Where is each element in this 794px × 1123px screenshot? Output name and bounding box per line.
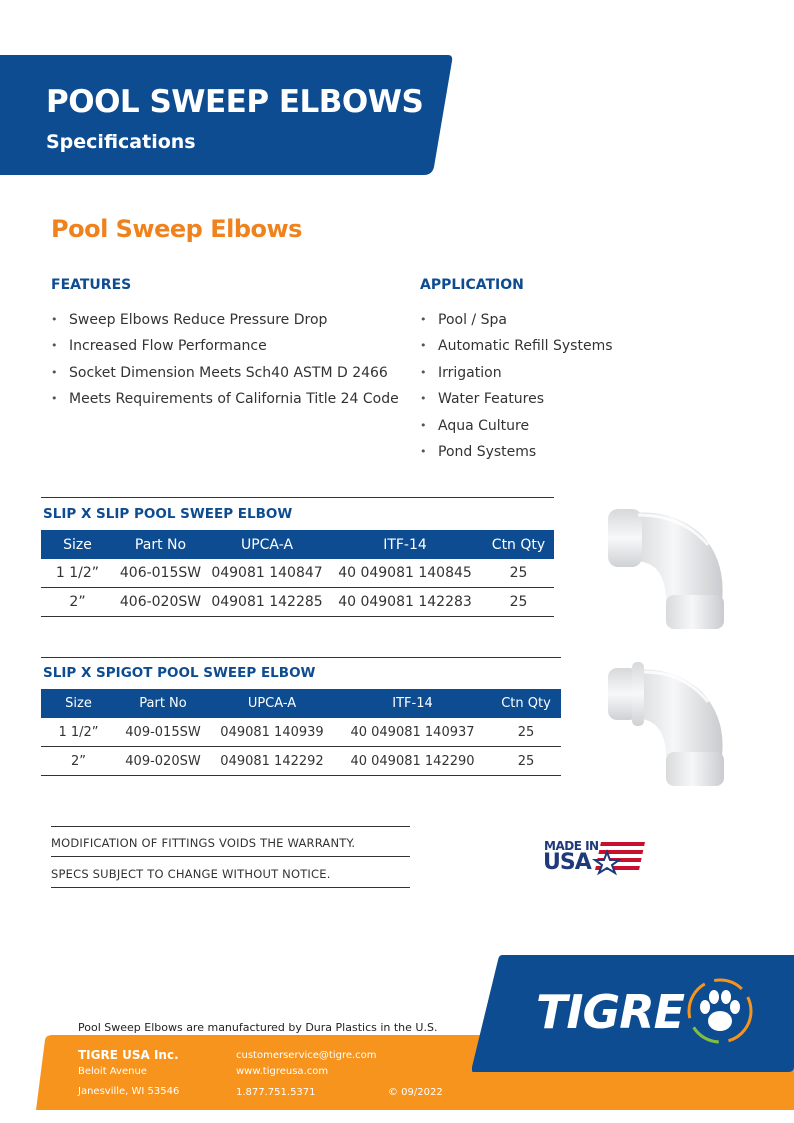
footer-website-link[interactable]: www.tigreusa.com bbox=[236, 1066, 329, 1077]
manufacturer-note: Pool Sweep Elbows are manufactured by Dura Plastics in the U.S. bbox=[78, 1021, 438, 1034]
list-item: • Meets Requirements of California Title 24 Code bbox=[51, 389, 399, 415]
table-cell: 406-020SW bbox=[114, 588, 207, 617]
features-heading: FEATURES bbox=[51, 277, 132, 293]
table-row bbox=[41, 747, 561, 776]
list-item: • Increased Flow Performance bbox=[51, 336, 399, 362]
slip-elbow-image bbox=[604, 505, 729, 637]
spigot-elbow-image bbox=[604, 660, 729, 794]
footer-address2: Janesville, WI 53546 bbox=[78, 1086, 180, 1097]
table-cell: 049081 140939 bbox=[210, 718, 334, 747]
footer-email-link[interactable]: customerservice@tigre.com bbox=[236, 1050, 377, 1061]
list-item: • Socket Dimension Meets Sch40 ASTM D 2466 bbox=[51, 363, 399, 389]
features-list bbox=[51, 310, 399, 416]
warranty-notice: MODIFICATION OF FITTINGS VOIDS THE WARRANTY. bbox=[51, 836, 356, 850]
made-in-text: MADE IN bbox=[544, 839, 599, 853]
tigre-logo-panel bbox=[472, 955, 794, 1072]
column-header: UPCA-A bbox=[207, 530, 327, 559]
table2 bbox=[41, 689, 561, 776]
table-cell: 2” bbox=[41, 747, 116, 776]
section-divider bbox=[41, 657, 561, 658]
table-row bbox=[41, 559, 554, 588]
table-header-row bbox=[41, 530, 554, 559]
footer-company: TIGRE USA Inc. bbox=[78, 1048, 179, 1062]
column-header: Size bbox=[41, 530, 114, 559]
list-item: • Pool / Spa bbox=[420, 310, 613, 336]
list-item: • Pond Systems bbox=[420, 442, 613, 468]
list-item: • Water Features bbox=[420, 389, 613, 415]
table-cell: 406-015SW bbox=[114, 559, 207, 588]
footer-address1: Beloit Avenue bbox=[78, 1066, 147, 1077]
product-title: Pool Sweep Elbows bbox=[51, 215, 302, 243]
table-cell: 049081 140847 bbox=[207, 559, 327, 588]
notice-divider bbox=[51, 826, 410, 827]
table-cell: 40 049081 140937 bbox=[334, 718, 491, 747]
footer-phone: 1.877.751.5371 bbox=[236, 1087, 316, 1098]
page-subtitle: Specifications bbox=[46, 131, 196, 153]
table-cell: 1 1/2” bbox=[41, 718, 116, 747]
column-header: UPCA-A bbox=[210, 689, 334, 718]
tigre-logo-text: TIGRE bbox=[536, 985, 685, 1039]
column-header: ITF-14 bbox=[327, 530, 483, 559]
table2-title: SLIP X SPIGOT POOL SWEEP ELBOW bbox=[43, 665, 316, 681]
application-list bbox=[420, 310, 613, 468]
table-cell: 25 bbox=[491, 718, 561, 747]
column-header: ITF-14 bbox=[334, 689, 491, 718]
table-cell: 409-020SW bbox=[116, 747, 210, 776]
usa-text: USA bbox=[543, 850, 591, 875]
table-cell: 25 bbox=[483, 588, 554, 617]
table1 bbox=[41, 530, 554, 617]
application-heading: APPLICATION bbox=[420, 277, 524, 293]
list-item: • Irrigation bbox=[420, 363, 613, 389]
specs-notice: SPECS SUBJECT TO CHANGE WITHOUT NOTICE. bbox=[51, 867, 331, 881]
table-row bbox=[41, 718, 561, 747]
table-cell: 049081 142292 bbox=[210, 747, 334, 776]
table-cell: 25 bbox=[491, 747, 561, 776]
footer-date: © 09/2022 bbox=[388, 1087, 443, 1098]
column-header: Part No bbox=[114, 530, 207, 559]
column-header: Ctn Qty bbox=[491, 689, 561, 718]
table-cell: 40 049081 140845 bbox=[327, 559, 483, 588]
list-item: • Sweep Elbows Reduce Pressure Drop bbox=[51, 310, 399, 336]
table1-title: SLIP X SLIP POOL SWEEP ELBOW bbox=[43, 506, 293, 522]
table-cell: 049081 142285 bbox=[207, 588, 327, 617]
table-header-row bbox=[41, 689, 561, 718]
elbow-illustration bbox=[604, 660, 729, 790]
notice-divider bbox=[51, 887, 410, 888]
table-cell: 25 bbox=[483, 559, 554, 588]
column-header: Size bbox=[41, 689, 116, 718]
section-divider bbox=[41, 497, 554, 498]
made-in-usa-badge bbox=[543, 838, 651, 878]
column-header: Ctn Qty bbox=[483, 530, 554, 559]
list-item: • Aqua Culture bbox=[420, 416, 613, 442]
table-cell: 40 049081 142290 bbox=[334, 747, 491, 776]
table-cell: 40 049081 142283 bbox=[327, 588, 483, 617]
table-cell: 409-015SW bbox=[116, 718, 210, 747]
notice-divider bbox=[51, 856, 410, 857]
table-cell: 1 1/2” bbox=[41, 559, 114, 588]
tiger-paw-icon bbox=[684, 975, 756, 1047]
table-row bbox=[41, 588, 554, 617]
list-item: • Automatic Refill Systems bbox=[420, 336, 613, 362]
column-header: Part No bbox=[116, 689, 210, 718]
page-title: POOL SWEEP ELBOWS bbox=[46, 84, 424, 120]
table-cell: 2” bbox=[41, 588, 114, 617]
elbow-illustration bbox=[604, 505, 729, 633]
